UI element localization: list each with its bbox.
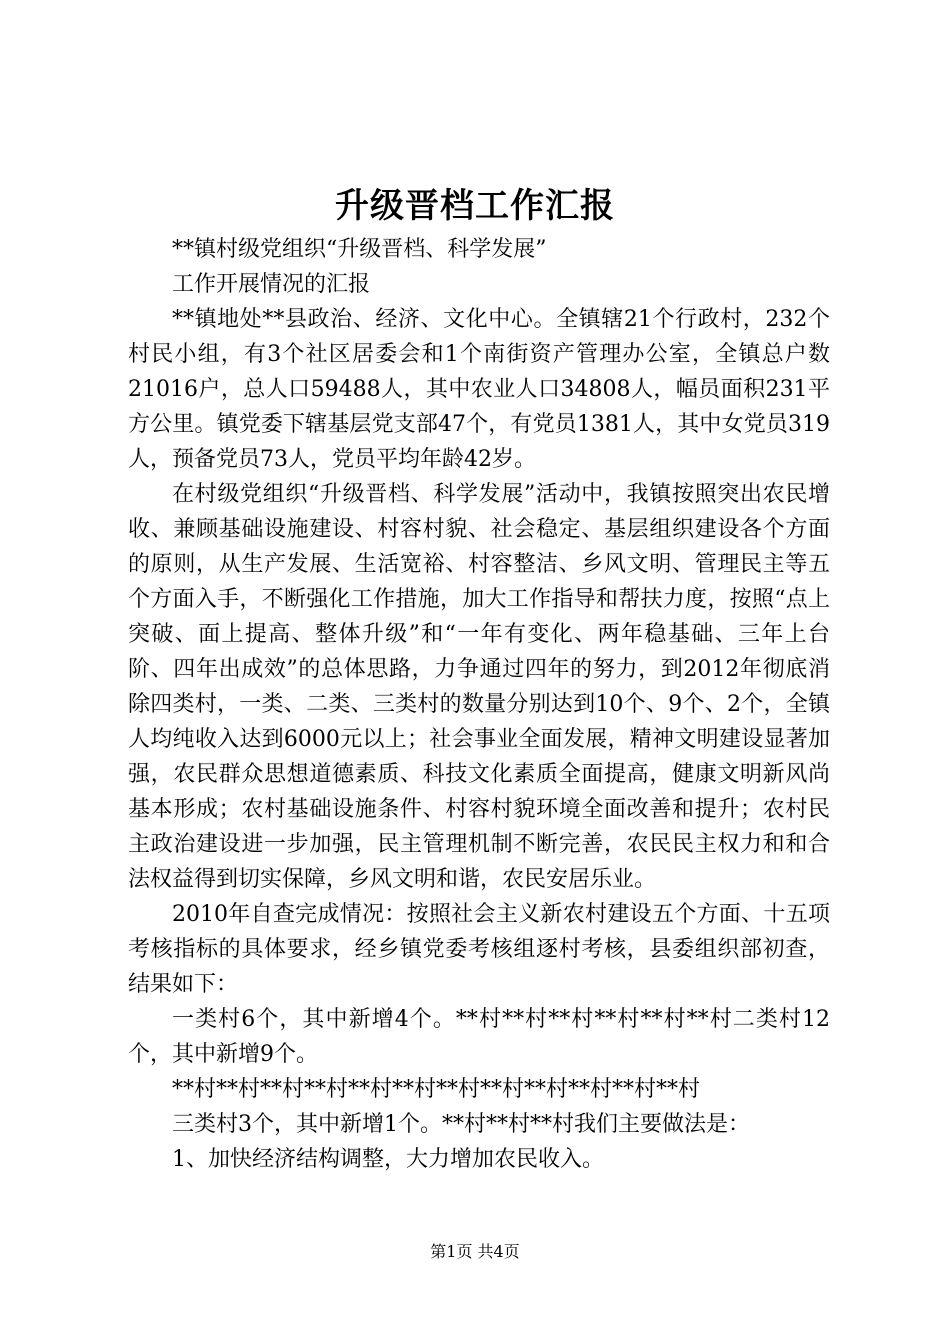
document-body — [128, 232, 830, 1177]
paragraph-self-check: 2010年自查完成情况：按照社会主义新农村建设五个方面、十五项考核指标的具体要求，经乡镇党委考核组逐村考核，县委组织部初查，结果如下： — [128, 902, 830, 997]
list-item-class-two-villages: **村**村**村**村**村**村**村**村**村**村**村**村 — [172, 1077, 701, 1102]
paragraph-activity: 在村级党组织“升级晋档、科学发展”活动中，我镇按照突出农民增收、兼顾基础设施建设、村容村貌、社会稳定、基层组织建设各个方面的原则，从生产发展、生活宽裕、村容整洁、乡风文明、管理民主等五个方面入手，不断强化工作措施，加大工作指导和帮扶力度，按照“点上突破、面上提高、整体升级”和“一年有变化、两年稳基础、三年上台阶、四年出成效”的总体思路，力争通过四年的努力，到2012年彻底消除四类村，一类、二类、三类村的数量分别达到10个、9个、2个，全镇人均纯收入达到6000元以上；社会事业全面发展，精神文明建设显著加强，农民群众思想道德素质、科技文化素质全面提高，健康文明新风尚基本形成；农村基础设施条件、村容村貌环境全面改善和提升；农村民主政治建设进一步加强，民主管理机制不断完善，农民民主权力和和合法权益得到切实保障，乡风文明和谐，农民安居乐业。 — [128, 482, 830, 892]
list-item-class-one: 一类村6个，其中新增4个。**村**村**村**村**村**村二类村12个，其中新增9个。 — [128, 1007, 830, 1067]
list-item-measure-1: 1、加快经济结构调整，大力增加农民收入。 — [172, 1147, 604, 1172]
page-footer: 第1页 共4页 — [430, 1242, 520, 1261]
subtitle-line-2: 工作开展情况的汇报 — [172, 272, 371, 297]
document-title: 升级晋档工作汇报 — [335, 186, 615, 226]
subtitle-line-1: **镇村级党组织“升级晋档、科学发展” — [172, 237, 547, 262]
list-item-class-three: 三类村3个，其中新增1个。**村**村**村我们主要做法是： — [172, 1112, 750, 1137]
paragraph-overview: **镇地处**县政治、经济、文化中心。全镇辖21个行政村，232个村民小组，有3个社区居委会和1个南街资产管理办公室，全镇总户数21016户，总人口59488人，其中农业人口34808人，幅员面积231平方公里。镇党委下辖基层党支部47个，有党员1381人，其中女党员319人，预备党员73人，党员平均年龄42岁。 — [128, 307, 830, 472]
